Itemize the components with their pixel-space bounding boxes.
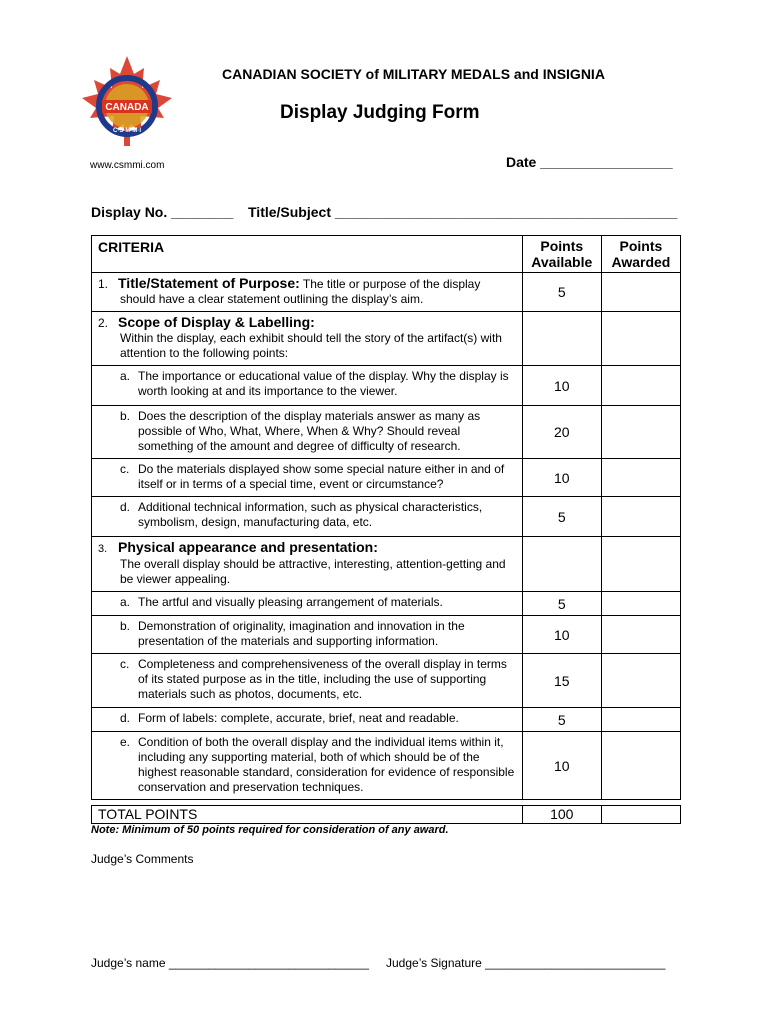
section-2	[92, 312, 523, 366]
criterion-3e-label: e.	[120, 735, 131, 749]
section-2-awarded-blank	[601, 312, 680, 366]
criterion-3e-text: Condition of both the overall display and the individual items within it, including any supporting material, both of which should be of the highest reasonable standard, consideration for evidence of responsible conservation and preservation techniques.	[138, 735, 515, 794]
criterion-2d-text: Additional technical information, such as physical characteristics, symbolism, design, manufacturing data, etc.	[138, 500, 483, 529]
criterion-3c-text: Completeness and comprehensiveness of the overall display in terms of its stated purpose as in the title, including the use of supporting materials such as photos, documents, etc.	[138, 657, 507, 701]
total-points-value: 100	[522, 806, 601, 824]
criterion-3d-label: d.	[120, 711, 131, 725]
points-awarded-header-line1: Points	[619, 238, 663, 254]
criterion-2a	[92, 366, 523, 406]
total-points-label: TOTAL POINTS	[92, 806, 523, 824]
criterion-2b-points: 20	[522, 406, 601, 459]
criterion-2b-label: b.	[120, 409, 131, 423]
section-1-number: 1.	[98, 277, 109, 291]
criterion-2a-label: a.	[120, 369, 131, 383]
points-available-header-line2: Available	[531, 254, 593, 270]
criterion-2b-text: Does the description of the display materials answer as many as possible of Who, What, Where, When & Why? Should reveal something of the amount and degree of difficulty of research.	[138, 409, 481, 453]
svg-text:C·S·M·M·I: C·S·M·M·I	[113, 128, 141, 134]
points-available-header-line1: Points	[540, 238, 584, 254]
criterion-3d-awarded-cell[interactable]	[601, 708, 680, 732]
judge-name-field[interactable]: Judge’s name ______________________________	[91, 956, 370, 970]
judge-signature-field[interactable]: Judge’s Signature ___________________________	[386, 956, 666, 970]
criterion-3b-points: 10	[522, 616, 601, 654]
criterion-3e-points: 10	[522, 732, 601, 800]
form-title: Display Judging Form	[280, 102, 480, 123]
criterion-2a-points: 10	[522, 366, 601, 406]
section-1-heading: Title/Statement of Purpose:	[118, 275, 300, 291]
criterion-2a-text: The importance or educational value of the display. Why the display is worth looking at and its importance to the viewer.	[138, 369, 509, 398]
criterion-3b-label: b.	[120, 619, 131, 633]
section-1-awarded-cell[interactable]	[601, 273, 680, 312]
points-awarded-header	[601, 236, 680, 273]
criterion-3b-awarded-cell[interactable]	[601, 616, 680, 654]
criterion-2a-awarded-cell[interactable]	[601, 366, 680, 406]
criterion-3d-points: 5	[522, 708, 601, 732]
criteria-header: CRITERIA	[92, 236, 523, 273]
csmmi-logo	[80, 54, 174, 154]
criteria-table	[91, 235, 681, 800]
section-1-points: 5	[522, 273, 601, 312]
website-link[interactable]: www.csmmi.com	[90, 160, 165, 171]
criterion-2d-awarded-cell[interactable]	[601, 497, 680, 537]
criterion-3c	[92, 654, 523, 708]
display-number-field[interactable]: Display No. ________	[91, 204, 234, 220]
criterion-3a-awarded-cell[interactable]	[601, 592, 680, 616]
criterion-3a-label: a.	[120, 595, 131, 609]
total-awarded-cell[interactable]	[601, 806, 680, 824]
section-3	[92, 537, 523, 592]
minimum-points-note: Note: Minimum of 50 points required for consideration of any award.	[91, 824, 449, 836]
criterion-2c-points: 10	[522, 459, 601, 497]
section-2-points-blank	[522, 312, 601, 366]
organization-name: CANADIAN SOCIETY of MILITARY MEDALS and INSIGNIA	[222, 66, 605, 82]
criterion-2c-text: Do the materials displayed show some special nature either in and of itself or in terms of a special time, event or circumstance?	[138, 462, 505, 491]
criterion-3a-text: The artful and visually pleasing arrangement of materials.	[138, 595, 443, 609]
total-row	[91, 805, 681, 824]
section-3-awarded-blank	[601, 537, 680, 592]
section-3-description: The overall display should be attractive, interesting, attention-getting and be viewer appealing.	[120, 557, 506, 586]
title-subject-field[interactable]: Title/Subject ____________________________________________	[248, 204, 678, 220]
criterion-3c-label: c.	[120, 657, 130, 671]
criterion-3e	[92, 732, 523, 800]
judges-comments-label: Judge’s Comments	[91, 852, 194, 866]
criterion-2c	[92, 459, 523, 497]
criterion-3b	[92, 616, 523, 654]
section-3-heading: Physical appearance and presentation:	[118, 539, 378, 555]
criterion-3c-points: 15	[522, 654, 601, 708]
section-2-heading: Scope of Display & Labelling:	[118, 314, 315, 330]
svg-text:CANADA: CANADA	[105, 102, 149, 113]
section-1-text-cont: should have a clear statement outlining the display’s aim.	[120, 292, 424, 306]
criterion-3a	[92, 592, 523, 616]
criterion-2d-label: d.	[120, 500, 131, 514]
criterion-3a-points: 5	[522, 592, 601, 616]
section-3-number: 3.	[98, 543, 108, 555]
criterion-2b	[92, 406, 523, 459]
points-awarded-header-line2: Awarded	[611, 254, 671, 270]
criterion-2c-label: c.	[120, 462, 130, 476]
criterion-2d	[92, 497, 523, 537]
section-2-description: Within the display, each exhibit should tell the story of the artifact(s) with attention to the following points:	[120, 331, 502, 360]
date-field[interactable]: Date _________________	[506, 154, 673, 170]
section-1-text: The title or purpose of the display	[299, 277, 481, 291]
criterion-2d-points: 5	[522, 497, 601, 537]
criterion-3c-awarded-cell[interactable]	[601, 654, 680, 708]
criterion-3d-text: Form of labels: complete, accurate, brief, neat and readable.	[138, 711, 459, 725]
criterion-3d	[92, 708, 523, 732]
section-2-number: 2.	[98, 316, 109, 330]
criterion-2b-awarded-cell[interactable]	[601, 406, 680, 459]
criterion-2c-awarded-cell[interactable]	[601, 459, 680, 497]
section-1	[92, 273, 523, 312]
criterion-3e-awarded-cell[interactable]	[601, 732, 680, 800]
points-available-header	[522, 236, 601, 273]
section-3-points-blank	[522, 537, 601, 592]
criterion-3b-text: Demonstration of originality, imagination and innovation in the presentation of the materials and supporting information.	[138, 619, 465, 648]
